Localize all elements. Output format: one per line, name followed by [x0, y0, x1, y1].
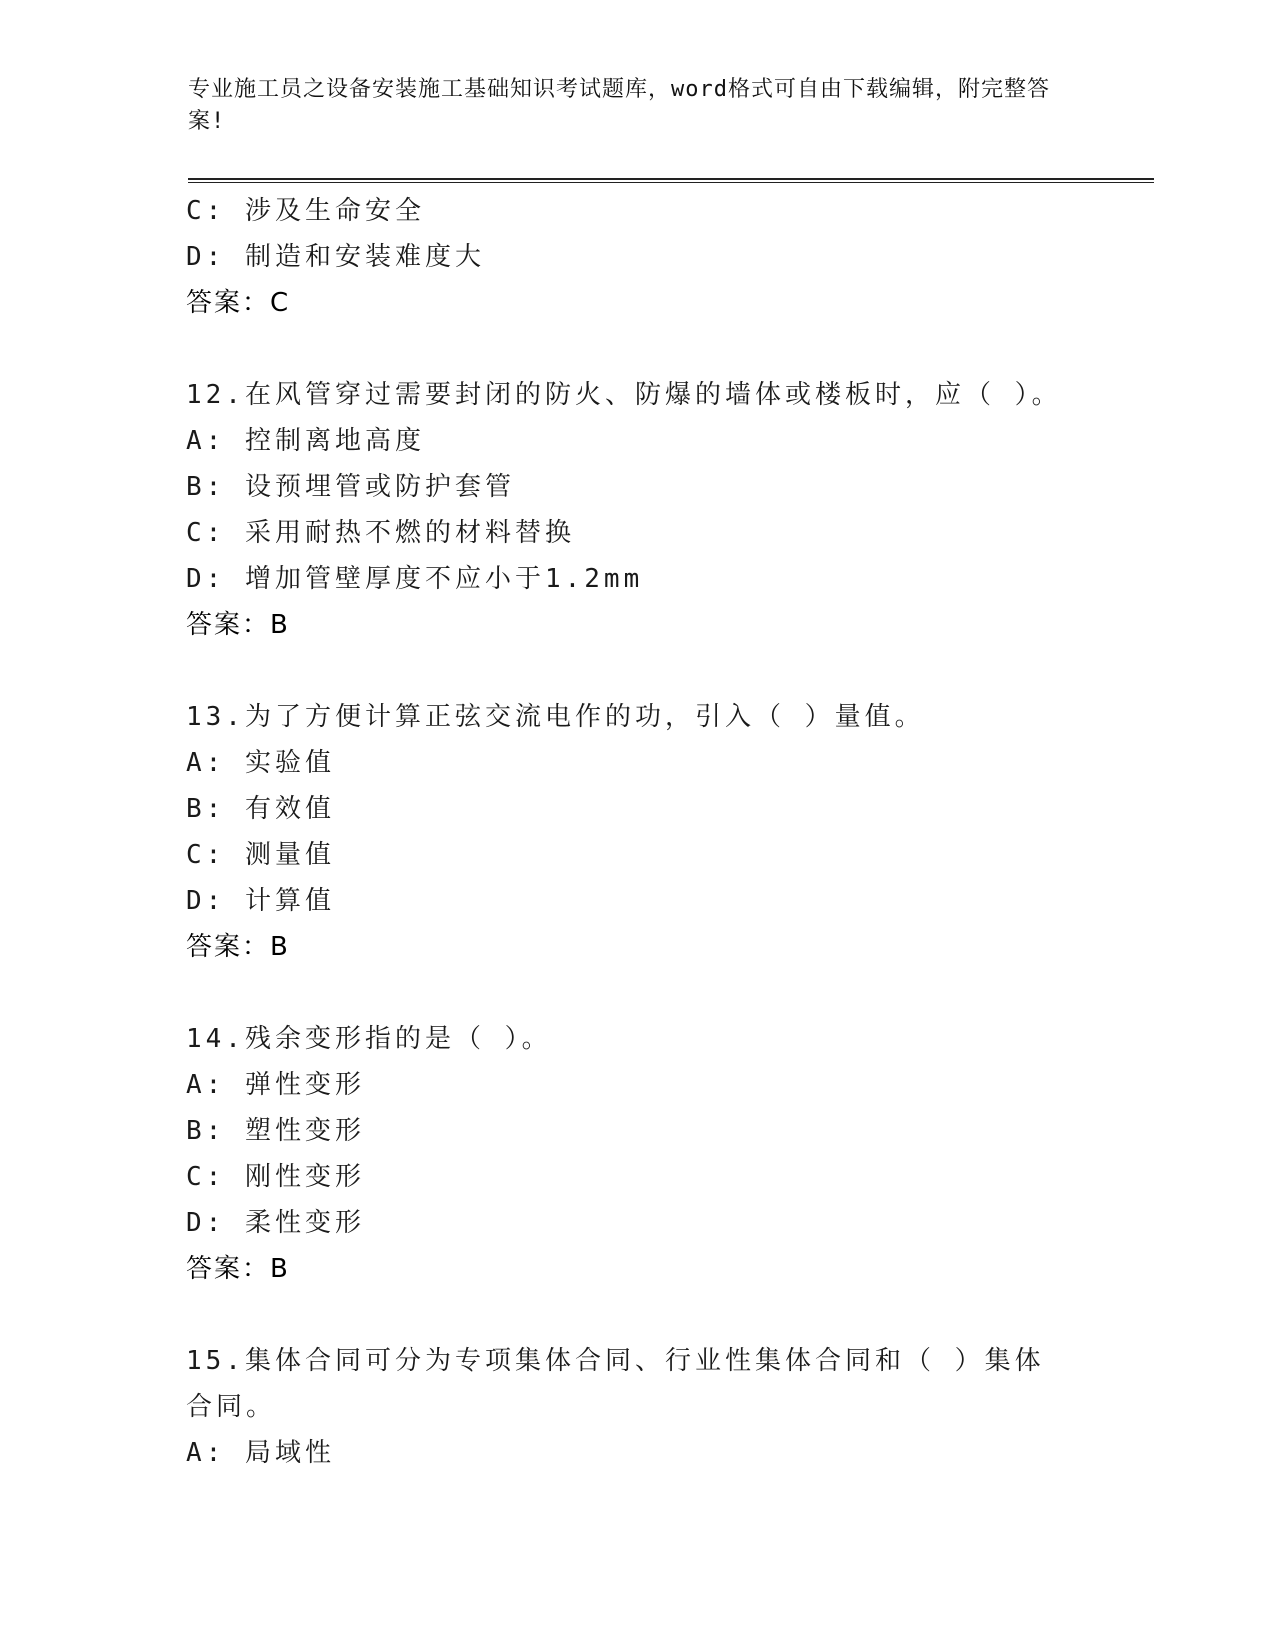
option-d: D: 计算值 [186, 886, 335, 916]
option-c: C: 采用耐热不燃的材料替换 [186, 518, 575, 548]
option-a: A: 局域性 [186, 1438, 335, 1468]
question-12-stem: 12.在风管穿过需要封闭的防火、防爆的墙体或楼板时，应（ ）。 [186, 380, 1062, 410]
question-14-stem: 14.残余变形指的是（ ）。 [186, 1024, 552, 1054]
answer-line: 答案：B [186, 1254, 290, 1284]
question-13-stem: 13.为了方便计算正弦交流电作的功，引入（ ）量值。 [186, 702, 925, 732]
option-a: A: 控制离地高度 [186, 426, 425, 456]
option-d: D: 柔性变形 [186, 1208, 365, 1238]
answer-line: 答案：B [186, 932, 290, 962]
option-b: B: 有效值 [186, 794, 335, 824]
option-c: C: 测量值 [186, 840, 335, 870]
option-d: D: 制造和安装难度大 [186, 242, 485, 272]
document-title: 专业施工员之设备安装施工基础知识考试题库，word格式可自由下载编辑，附完整答案! [188, 77, 1050, 134]
option-b: B: 设预埋管或防护套管 [186, 472, 515, 502]
page-header [188, 74, 1068, 138]
answer-line: 答案：C [186, 288, 291, 318]
option-d: D: 增加管壁厚度不应小于1.2mm [186, 564, 644, 594]
option-b: B: 塑性变形 [186, 1116, 365, 1146]
header-divider [188, 178, 1154, 183]
question-15-stem: 15.集体合同可分为专项集体合同、行业性集体合同和（ ）集体合同。 [186, 1346, 1045, 1422]
option-c: C: 刚性变形 [186, 1162, 365, 1192]
answer-line: 答案：B [186, 610, 290, 640]
option-a: A: 实验值 [186, 748, 335, 778]
option-c: C: 涉及生命安全 [186, 196, 425, 226]
option-a: A: 弹性变形 [186, 1070, 365, 1100]
question-content [186, 188, 1186, 1476]
